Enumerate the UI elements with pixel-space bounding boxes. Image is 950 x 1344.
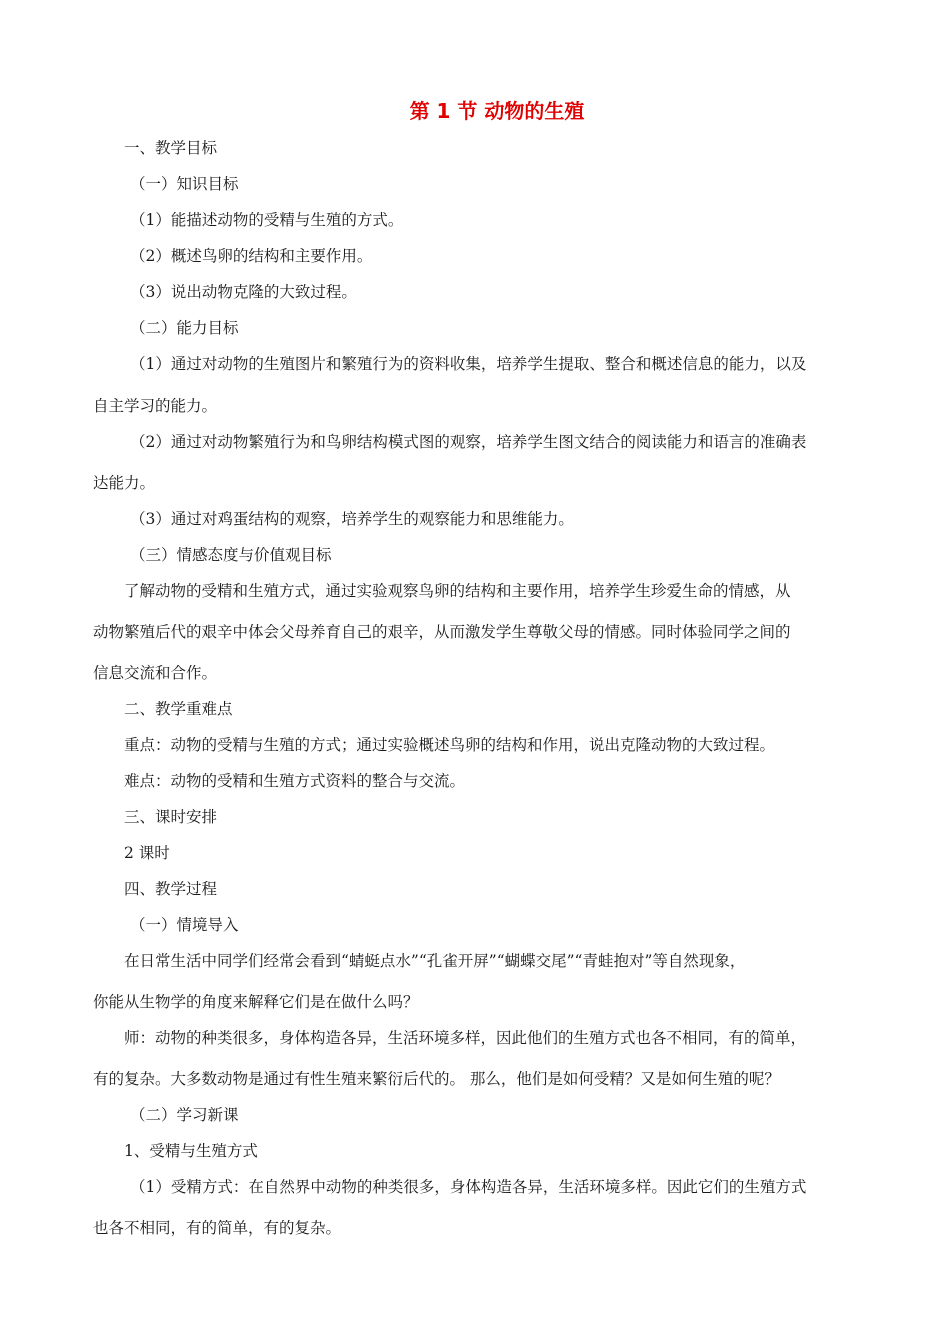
paragraph-line: （1）受精方式：在自然界中动物的种类很多，身体构造各异，生活环境多样。因此它们的生殖方式 (130, 1178, 807, 1196)
list-item: （3）说出动物克隆的大致过程。 (130, 283, 357, 301)
paragraph-line: 师：动物的种类很多，身体构造各异，生活环境多样，因此他们的生殖方式也各不相同，有的简单， (124, 1029, 807, 1047)
paragraph-line: 在日常生活中同学们经常会看到“蜻蜓点水”“孔雀开屏”“蝴蝶交尾”“青蛙抱对”等自然现象， (124, 952, 746, 970)
list-item: （2）概述鸟卵的结构和主要作用。 (130, 247, 373, 265)
paragraph-line: 重点：动物的受精与生殖的方式；通过实验概述鸟卵的结构和作用，说出克隆动物的大致过程。 (124, 736, 776, 754)
page-title: 第 1 节 动物的生殖 (409, 99, 585, 123)
paragraph-line: 自主学习的能力。 (93, 397, 218, 415)
list-item: （1）能描述动物的受精与生殖的方式。 (130, 211, 404, 229)
paragraph-line: 了解动物的受精和生殖方式，通过实验观察鸟卵的结构和主要作用，培养学生珍爱生命的情感，从 (124, 582, 791, 600)
paragraph-line: 动物繁殖后代的艰辛中体会父母养育自己的艰辛，从而激发学生尊敬父母的情感。同时体验同学之间的 (93, 623, 791, 641)
subsection-heading: （一）知识目标 (130, 175, 239, 193)
subsection-heading: （二）能力目标 (130, 319, 239, 337)
paragraph-line: 信息交流和合作。 (93, 664, 218, 682)
paragraph-line: 有的复杂。大多数动物是通过有性生殖来繁衍后代的。 那么，他们是如何受精？又是如何生殖的呢？ (93, 1070, 780, 1088)
subsection-heading: （一）情境导入 (130, 916, 239, 934)
paragraph-line: 你能从生物学的角度来解释它们是在做什么吗？ (93, 993, 419, 1011)
paragraph-line: 也各不相同，有的简单，有的复杂。 (93, 1219, 342, 1237)
section-heading: 四、教学过程 (124, 880, 218, 898)
paragraph-line: 难点：动物的受精和生殖方式资料的整合与交流。 (124, 772, 466, 790)
section-heading: 二、教学重难点 (124, 700, 233, 718)
subsection-heading: 1、受精与生殖方式 (124, 1142, 258, 1160)
paragraph-line: 2 课时 (124, 844, 170, 862)
section-heading: 一、教学目标 (124, 139, 218, 157)
subsection-heading: （三）情感态度与价值观目标 (130, 546, 332, 564)
paragraph-line: （2）通过对动物繁殖行为和鸟卵结构模式图的观察，培养学生图文结合的阅读能力和语言的准确表 (130, 433, 807, 451)
paragraph-line: 达能力。 (93, 474, 156, 492)
list-item: （3）通过对鸡蛋结构的观察，培养学生的观察能力和思维能力。 (130, 510, 574, 528)
paragraph-line: （1）通过对动物的生殖图片和繁殖行为的资料收集，培养学生提取、整合和概述信息的能力，以及 (130, 355, 807, 373)
section-heading: 三、课时安排 (124, 808, 218, 826)
subsection-heading: （二）学习新课 (130, 1106, 239, 1124)
